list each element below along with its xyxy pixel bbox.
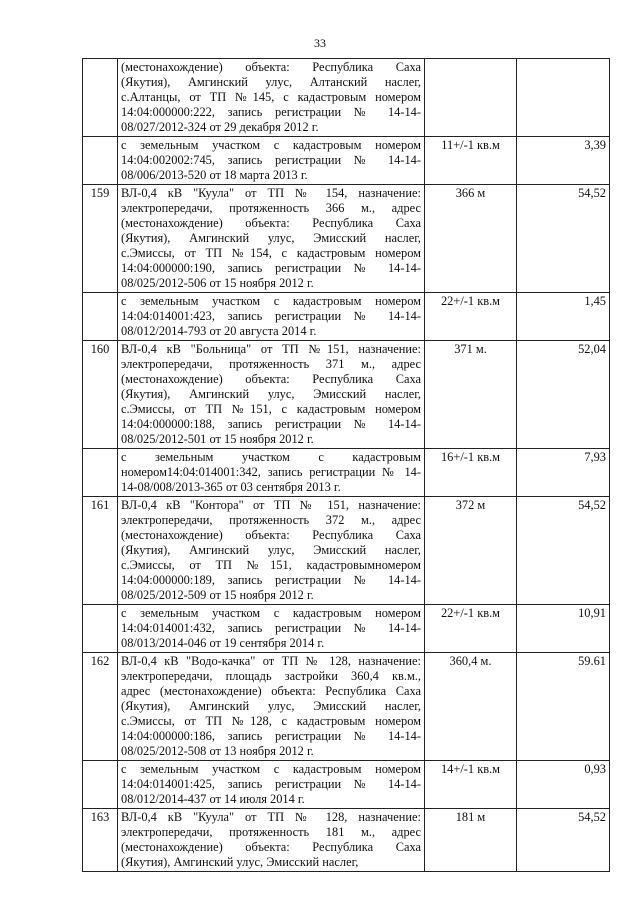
description-line: с.Алтанцы, от ТП №145, с кадастровым номером — [121, 90, 421, 104]
object-size: 181 м — [425, 809, 517, 872]
table-row — [83, 185, 610, 293]
description-line: номером14:04:014001:342, запись регистрации № 14- — [121, 465, 421, 479]
description-line: ВЛ-0,4 кВ "Водо-качка" от ТП № 128, назначение: — [121, 654, 421, 668]
description-line: 08/006/2013-520 от 18 марта 2013 г. — [121, 168, 308, 182]
object-size: 371 м. — [425, 341, 517, 449]
row-number: 161 — [83, 497, 118, 605]
table-row — [83, 341, 610, 449]
description-line: (Якутия), Амгинский улус, Эмисский наслег, — [121, 855, 359, 869]
description-line: 14:04:000000:222, запись регистрации № 14-14- — [121, 105, 421, 119]
object-size: 372 м — [425, 497, 517, 605]
description-line: 08/025/2012-501 от 15 ноября 2012 г. — [121, 432, 314, 446]
description-line: (местонахождение) объекта: Республика Саха — [121, 840, 421, 854]
description-line: 14:04:000000:190, запись регистрации № 14-14- — [121, 261, 421, 275]
object-description — [118, 761, 425, 809]
object-size: 366 м — [425, 185, 517, 293]
row-number: 162 — [83, 653, 118, 761]
registry-table — [82, 58, 610, 872]
table-row — [83, 497, 610, 605]
object-value: 3,39 — [517, 137, 610, 185]
object-description — [118, 137, 425, 185]
description-line: ВЛ-0,4 кВ "Контора" от ТП № 151, назначение: — [121, 498, 421, 512]
description-line: с.Эмиссы, от ТП №151, кадастровымномером — [121, 558, 421, 572]
object-value: 1,45 — [517, 293, 610, 341]
description-line: (местонахождение) объекта: Республика Саха — [121, 528, 421, 542]
description-line: 08/013/2014-046 от 19 сентября 2014 г. — [121, 636, 325, 650]
object-description — [118, 449, 425, 497]
object-size: 360,4 м. — [425, 653, 517, 761]
description-line: 08/012/2014-437 от 14 июля 2014 г. — [121, 792, 305, 806]
description-line: электропередачи, протяженность 371 м., адрес — [121, 357, 421, 371]
object-size: 22+/-1 кв.м — [425, 293, 517, 341]
object-size: 22+/-1 кв.м — [425, 605, 517, 653]
description-line: 08/027/2012-324 от 29 декабря 2012 г. — [121, 120, 319, 134]
description-line: 14:04:000000:186, запись регистрации № 14-14- — [121, 729, 421, 743]
object-value: 0,93 — [517, 761, 610, 809]
description-line: (Якутия), Амгинский улус, Алтанский наслег, — [121, 75, 421, 89]
description-line: 14:04:000000:188, запись регистрации № 14-14- — [121, 417, 421, 431]
table-row — [83, 137, 610, 185]
table-row — [83, 449, 610, 497]
description-line: электропередачи, протяженность 181 м., адрес — [121, 825, 421, 839]
object-value: 54,52 — [517, 185, 610, 293]
row-number — [83, 449, 118, 497]
description-line: 08/025/2012-509 от 15 ноября 2012 г. — [121, 588, 314, 602]
description-line: (местонахождение) объекта: Республика Саха — [121, 216, 421, 230]
row-number — [83, 761, 118, 809]
description-line: адрес (местонахождение) объекта: Республика Саха — [121, 684, 421, 698]
object-description — [118, 497, 425, 605]
row-number — [83, 137, 118, 185]
table-row — [83, 809, 610, 872]
object-value: 59.61 — [517, 653, 610, 761]
row-number: 160 — [83, 341, 118, 449]
row-number: 163 — [83, 809, 118, 872]
description-line: с.Эмиссы, от ТП №154, с кадастровым номером — [121, 246, 421, 260]
description-line: (местонахождение) объекта: Республика Саха — [121, 372, 421, 386]
description-line: 08/025/2012-506 от 15 ноября 2012 г. — [121, 276, 314, 290]
description-line: 14-08/008/2013-365 от 03 сентября 2013 г. — [121, 480, 341, 494]
table-row — [83, 761, 610, 809]
object-value: 54,52 — [517, 809, 610, 872]
object-value: 7,93 — [517, 449, 610, 497]
table-row — [83, 605, 610, 653]
description-line: с.Эмиссы, от ТП №128, с кадастровым номером — [121, 714, 421, 728]
description-line: с.Эмиссы, от ТП №151, с кадастровым номером — [121, 402, 421, 416]
description-line: ВЛ-0,4 кВ "Больница" от ТП №151, назначение: — [121, 342, 421, 356]
description-line: ВЛ-0,4 кВ "Куула" от ТП № 128, назначение: — [121, 810, 421, 824]
object-description — [118, 653, 425, 761]
object-description — [118, 809, 425, 872]
object-size — [425, 59, 517, 137]
description-line: (местонахождение) объекта: Республика Саха — [121, 60, 421, 74]
description-line: 14:04:002002:745, запись регистрации № 14-14- — [121, 153, 421, 167]
description-line: (Якутия), Амгинский улус, Эмисский наслег, — [121, 543, 421, 557]
description-line: 08/025/2012-508 от 13 ноября 2012 г. — [121, 744, 314, 758]
table-row — [83, 293, 610, 341]
description-line: с земельным участком с кадастровым номером — [121, 762, 421, 776]
table-row — [83, 653, 610, 761]
description-line: 08/012/2014-793 от 20 августа 2014 г. — [121, 324, 317, 338]
row-number — [83, 59, 118, 137]
row-number: 159 — [83, 185, 118, 293]
table-row — [83, 59, 610, 137]
description-line: ВЛ-0,4 кВ "Куула" от ТП № 154, назначение: — [121, 186, 421, 200]
page-number: 33 — [314, 36, 326, 50]
object-size: 16+/-1 кв.м — [425, 449, 517, 497]
description-line: (Якутия), Амгинский улус, Эмисский наслег, — [121, 699, 421, 713]
description-line: с земельным участком с кадастровым — [121, 450, 421, 464]
object-description — [118, 59, 425, 137]
description-line: электропередачи, протяженность 366 м., адрес — [121, 201, 421, 215]
row-number — [83, 605, 118, 653]
description-line: 14:04:014001:423, запись регистрации № 14-14- — [121, 309, 421, 323]
object-size: 14+/-1 кв.м — [425, 761, 517, 809]
description-line: с земельным участком с кадастровым номером — [121, 294, 421, 308]
description-line: 14:04:000000:189, запись регистрации № 14-14- — [121, 573, 421, 587]
object-value: 54,52 — [517, 497, 610, 605]
description-line: с земельным участком с кадастровым номером — [121, 138, 421, 152]
object-value: 10,91 — [517, 605, 610, 653]
description-line: с земельным участком с кадастровым номером — [121, 606, 421, 620]
object-description — [118, 605, 425, 653]
description-line: электропередачи, площадь застройки 360,4 кв.м., — [121, 669, 421, 683]
row-number — [83, 293, 118, 341]
description-line: 14:04:014001:425, запись регистрации № 14-14- — [121, 777, 421, 791]
description-line: электропередачи, протяженность 372 м., адрес — [121, 513, 421, 527]
description-line: 14:04:014001:432, запись регистрации № 14-14- — [121, 621, 421, 635]
object-value: 52,04 — [517, 341, 610, 449]
object-description — [118, 185, 425, 293]
object-size: 11+/-1 кв.м — [425, 137, 517, 185]
description-line: (Якутия), Амгинский улус, Эмисский наслег, — [121, 231, 421, 245]
object-value — [517, 59, 610, 137]
description-line: (Якутия), Амгинский улус, Эмисский наслег, — [121, 387, 421, 401]
object-description — [118, 341, 425, 449]
object-description — [118, 293, 425, 341]
